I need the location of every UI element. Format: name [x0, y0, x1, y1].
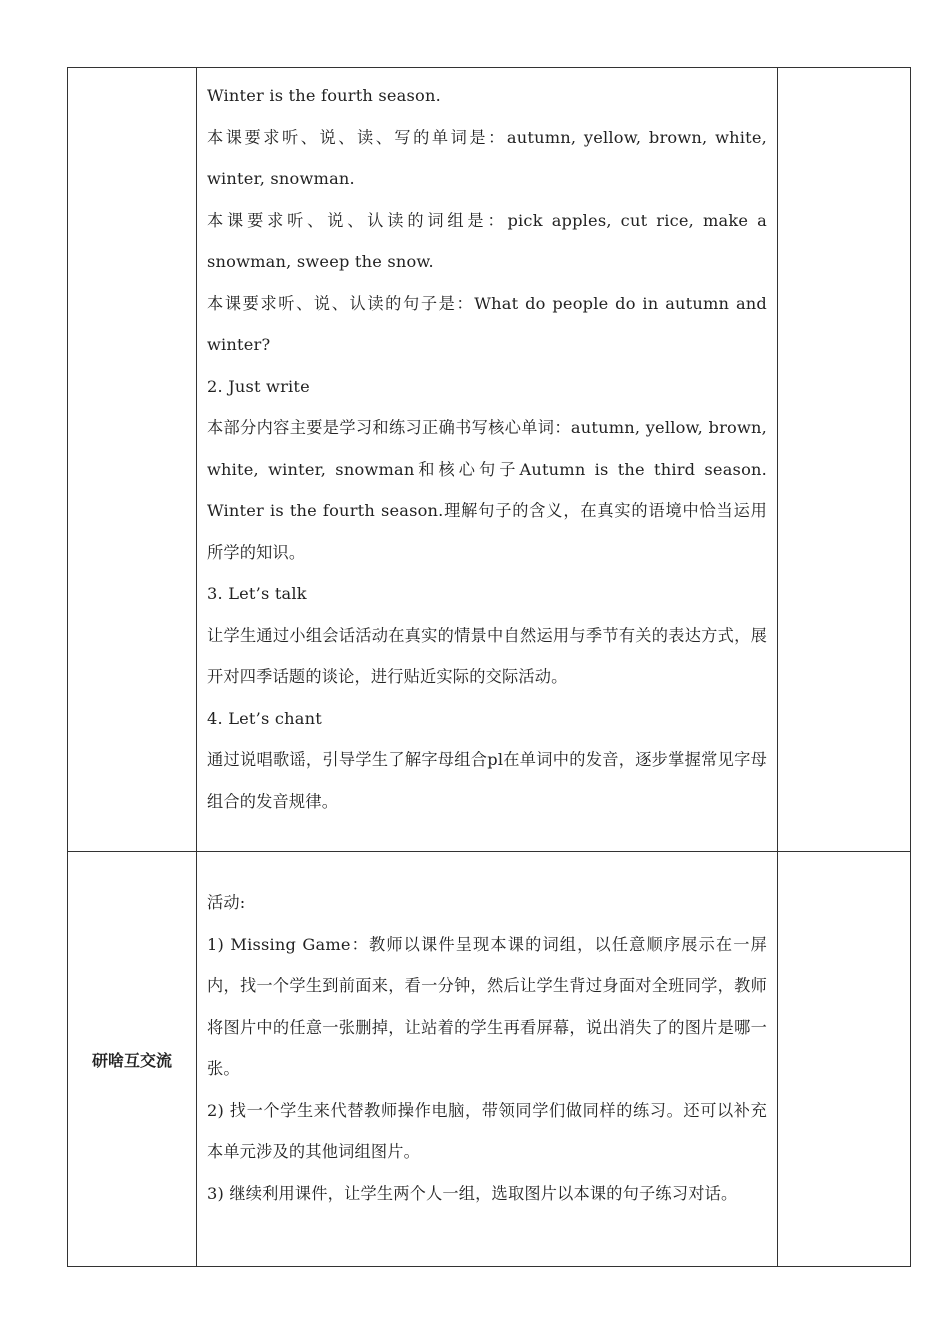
row-label: 研啥互交流	[91, 1050, 172, 1070]
notes-cell	[778, 852, 911, 1267]
lesson-plan-table	[67, 67, 911, 1267]
content-paragraph: 3) 继续利用课件，让学生两个人一组，选取图片以本课的句子练习对话。	[207, 1183, 738, 1203]
row-label-cell	[68, 68, 197, 852]
content-paragraph: 本部分内容主要是学习和练习正确书写核心单词：autumn, yellow, brown, white, winter, snowman和核心句子Autumn is the third season. Winter is the fourth season.理解句子的含义，在真实的语境中恰当运用所学的知识。	[207, 418, 767, 562]
content-paragraph: Winter is the fourth season.	[207, 86, 441, 105]
content-cell	[197, 852, 778, 1267]
content-paragraph: 1) Missing Game：教师以课件呈现本课的词组，以任意顺序展示在一屏内，找一个学生到前面来，看一分钟，然后让学生背过身面对全班同学，教师将图片中的任意一张删掉，让站着的学生再看屏幕，说出消失了的图片是哪一张。	[207, 934, 767, 1078]
content-paragraph: 本课要求听、说、认读的句子是：What do people do in autumn and winter?	[207, 293, 767, 354]
content-paragraph: 4. Let’s chant	[207, 708, 322, 728]
table-row	[68, 68, 911, 852]
content-paragraph: 本课要求听、说、读、写的单词是：autumn, yellow, brown, white, winter, snowman.	[207, 127, 767, 188]
content-paragraph: 通过说唱歌谣，引导学生了解字母组合pl在单词中的发音，逐步掌握常见字母组合的发音规律。	[207, 750, 767, 811]
content-paragraph: 2. Just write	[207, 376, 310, 396]
row-label-cell	[68, 852, 197, 1267]
table-row	[68, 852, 911, 1267]
content-paragraph: 2) 找一个学生来代替教师操作电脑，带领同学们做同样的练习。还可以补充本单元涉及的其他词组图片。	[207, 1100, 767, 1161]
content-paragraph: 本课要求听、说、认读的词组是：pick apples, cut rice, make a snowman, sweep the snow.	[207, 210, 767, 271]
content-paragraph: 让学生通过小组会话活动在真实的情景中自然运用与季节有关的表达方式，展开对四季话题的谈论，进行贴近实际的交际活动。	[207, 625, 767, 686]
content-paragraph: 活动:	[207, 893, 246, 912]
content-paragraph: 3. Let’s talk	[207, 584, 307, 603]
content-cell	[197, 68, 778, 852]
notes-cell	[778, 68, 911, 852]
